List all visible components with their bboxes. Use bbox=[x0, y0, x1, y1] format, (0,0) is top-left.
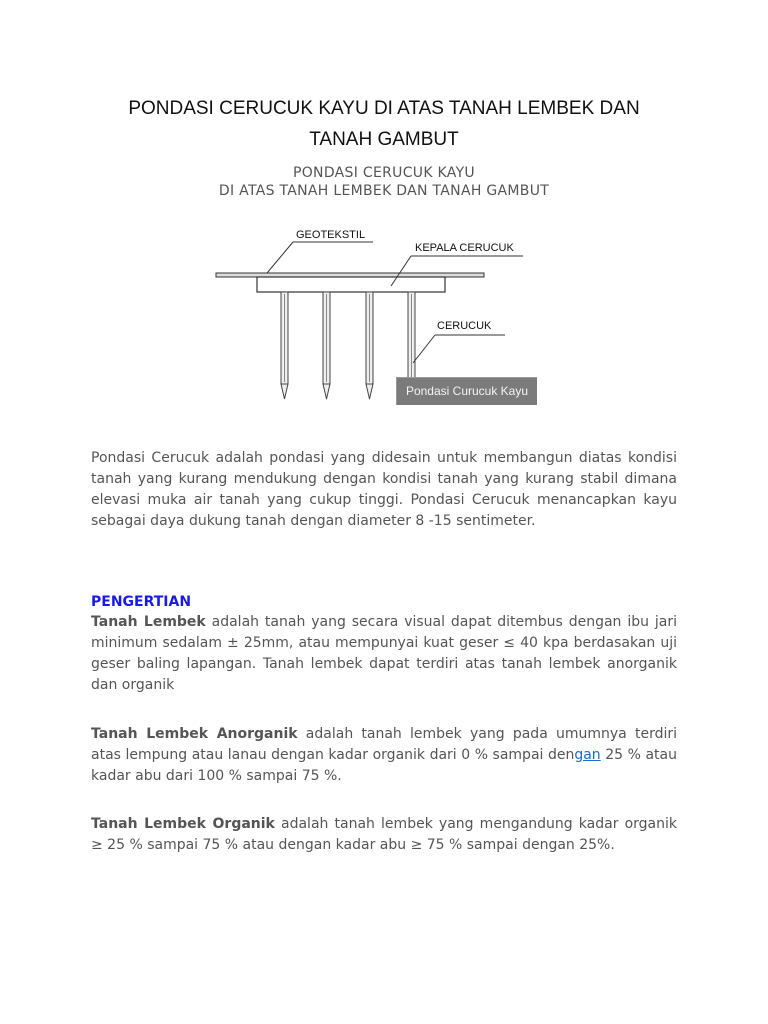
term-tanah-lembek-organik: Tanah Lembek Organik bbox=[91, 816, 275, 832]
term-tanah-lembek: Tanah Lembek bbox=[91, 614, 206, 630]
cerucuk-leader bbox=[413, 335, 435, 363]
definition-text-tanah-lembek: adalah tanah yang secara visual dapat ditembus dengan ibu jari minimum sedalam ± 25mm, atau mempunyai kuat geser ≤ 40 kpa berdasakan uji geser baling lapangan. Tanah lembek dapat terdiri atas tanah lembek anorganik dan organik bbox=[91, 614, 677, 693]
label-geotekstil: GEOTEKSTIL bbox=[296, 229, 366, 241]
geotekstil-leader bbox=[267, 242, 293, 273]
label-kepala-cerucuk: KEPALA CERUCUK bbox=[415, 242, 514, 254]
figure-heading-line2: DI ATAS TANAH LEMBEK DAN TANAH GAMBUT bbox=[218, 183, 550, 199]
definition-text-anorganik-part1: adalah tanah lembek yang pada umumnya terdiri atas lempung atau lanau dengan kadar organik dari 0 % sampai den bbox=[91, 726, 678, 763]
term-tanah-lembek-anorganik: Tanah Lembek Anorganik bbox=[91, 726, 298, 742]
figure-heading-line1: PONDASI CERUCUK KAYU bbox=[293, 165, 475, 181]
label-cerucuk: CERUCUK bbox=[437, 320, 492, 332]
geotextile-layer bbox=[216, 273, 484, 277]
definition-tanah-lembek bbox=[91, 612, 677, 696]
inline-link-gan[interactable]: gan bbox=[574, 747, 601, 763]
page-title: PONDASI CERUCUK KAYU DI ATAS TANAH LEMBEK DAN TANAH GAMBUT bbox=[128, 98, 640, 150]
section-heading-pengertian: PENGERTIAN bbox=[91, 594, 192, 610]
intro-paragraph: Pondasi Cerucuk adalah pondasi yang didesain untuk membangun diatas kondisi tanah yang kurang mendukung dengan kondisi tanah yang kurang stabil dimana elevasi muka air tanah yang cukup tinggi. Pondasi Cerucuk menancapkan kayu sebagai daya dukung tanah dengan diameter 8 -15 sentimeter. bbox=[91, 450, 677, 529]
definition-tanah-lembek-organik bbox=[91, 814, 677, 856]
definition-text-anorganik-part2: 25 % atau kadar abu dari 100 % sampai 75 %. bbox=[91, 747, 677, 784]
pile-4 bbox=[408, 292, 415, 384]
definition-text-organik: adalah tanah lembek yang mengandung kadar organik ≥ 25 % sampai 75 % atau dengan kadar abu ≥ 75 % sampai dengan 25%. bbox=[91, 816, 677, 853]
image-caption-badge: Pondasi Curucuk Kayu bbox=[396, 377, 537, 405]
pile-3 bbox=[366, 292, 373, 399]
pile-2 bbox=[323, 292, 330, 399]
figure-heading bbox=[90, 164, 678, 200]
pile-cap bbox=[257, 277, 445, 292]
definition-tanah-lembek-anorganik bbox=[91, 724, 677, 787]
pile-1 bbox=[281, 292, 288, 399]
